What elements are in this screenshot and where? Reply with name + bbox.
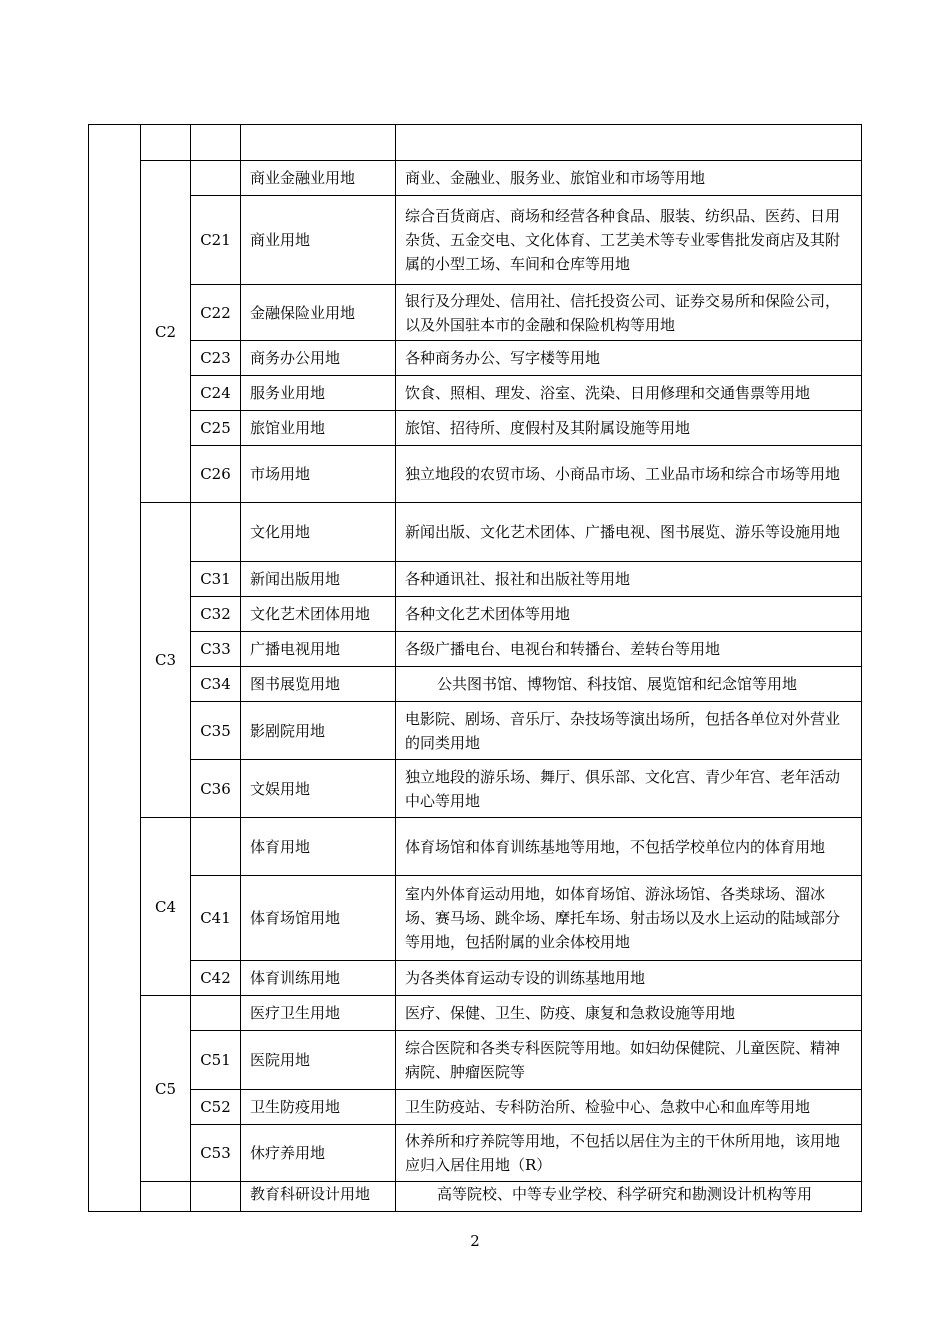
sub-code [191,503,241,562]
mid-code-cell [141,125,191,161]
name-cell [241,125,396,161]
land-name: 体育场馆用地 [241,876,396,961]
sub-code-cell [191,1182,241,1212]
table-row [89,1182,862,1212]
land-desc: 商业、金融业、服务业、旅馆业和市场等用地 [396,161,862,196]
table-row [89,632,862,667]
sub-code: C24 [191,376,241,411]
page-number: 2 [470,1232,480,1250]
land-name: 金融保险业用地 [241,285,396,341]
land-name: 影剧院用地 [241,702,396,760]
table-row [89,876,862,961]
land-desc: 新闻出版、文化艺术团体、广播电视、图书展览、游乐等设施用地 [396,503,862,562]
table-row [89,702,862,760]
sub-code: C23 [191,341,241,376]
sub-code-cell [191,125,241,161]
sub-code: C26 [191,446,241,503]
land-name: 卫生防疫用地 [241,1090,396,1125]
sub-code: C32 [191,597,241,632]
land-desc: 独立地段的农贸市场、小商品市场、工业品市场和综合市场等用地 [396,446,862,503]
land-use-table [88,124,862,1212]
major-category-cell [89,125,141,1212]
table-row [89,341,862,376]
table-row [89,285,862,341]
table-row [89,411,862,446]
sub-code [191,818,241,876]
land-desc: 电影院、剧场、音乐厅、杂技场等演出场所，包括各单位对外营业的同类用地 [396,702,862,760]
land-name: 服务业用地 [241,376,396,411]
land-name: 休疗养用地 [241,1125,396,1182]
category-code-c5: C5 [141,996,191,1182]
land-desc: 独立地段的游乐场、舞厅、俱乐部、文化宫、青少年宫、老年活动中心等用地 [396,760,862,818]
sub-code: C21 [191,196,241,285]
sub-code: C42 [191,961,241,996]
land-name: 商务办公用地 [241,341,396,376]
sub-code: C31 [191,562,241,597]
table-row [89,503,862,562]
land-desc: 综合医院和各类专科医院等用地。如妇幼保健院、儿童医院、精神病院、肿瘤医院等 [396,1031,862,1090]
land-name: 医院用地 [241,1031,396,1090]
category-code-c3: C3 [141,503,191,818]
land-name: 文化用地 [241,503,396,562]
table-row [89,1090,862,1125]
table-row [89,760,862,818]
table-row [89,125,862,161]
land-desc: 体育场馆和体育训练基地等用地，不包括学校单位内的体育用地 [396,818,862,876]
category-code-c2: C2 [141,161,191,503]
land-desc: 综合百货商店、商场和经营各种食品、服装、纺织品、医药、日用杂货、五金交电、文化体育、工艺美术等专业零售批发商店及其附属的小型工场、车间和仓库等用地 [396,196,862,285]
category-code-c4: C4 [141,818,191,996]
land-name: 商业用地 [241,196,396,285]
land-desc: 高等院校、中等专业学校、科学研究和勘测设计机构等用 [396,1182,862,1212]
land-name: 新闻出版用地 [241,562,396,597]
desc-cell [396,125,862,161]
land-desc: 各种商务办公、写字楼等用地 [396,341,862,376]
land-name: 市场用地 [241,446,396,503]
sub-code: C22 [191,285,241,341]
table-row [89,597,862,632]
table-row [89,562,862,597]
sub-code: C34 [191,667,241,702]
land-name: 文娱用地 [241,760,396,818]
mid-code-cell [141,1182,191,1212]
land-desc: 为各类体育运动专设的训练基地用地 [396,961,862,996]
sub-code [191,161,241,196]
sub-code: C33 [191,632,241,667]
land-desc: 公共图书馆、博物馆、科技馆、展览馆和纪念馆等用地 [396,667,862,702]
land-desc: 休养所和疗养院等用地，不包括以居住为主的干休所用地，该用地应归入居住用地（R） [396,1125,862,1182]
table-row [89,446,862,503]
sub-code: C36 [191,760,241,818]
table-row [89,196,862,285]
land-name: 商业金融业用地 [241,161,396,196]
land-desc: 银行及分理处、信用社、信托投资公司、证券交易所和保险公司，以及外国驻本市的金融和保险机构等用地 [396,285,862,341]
table-row [89,961,862,996]
land-desc: 旅馆、招待所、度假村及其附属设施等用地 [396,411,862,446]
land-desc: 医疗、保健、卫生、防疫、康复和急救设施等用地 [396,996,862,1031]
land-desc: 饮食、照相、理发、浴室、洗染、日用修理和交通售票等用地 [396,376,862,411]
table-row [89,667,862,702]
table-row [89,1031,862,1090]
sub-code: C41 [191,876,241,961]
land-desc: 各级广播电台、电视台和转播台、差转台等用地 [396,632,862,667]
sub-code: C52 [191,1090,241,1125]
sub-code: C25 [191,411,241,446]
land-name: 图书展览用地 [241,667,396,702]
land-desc: 各种文化艺术团体等用地 [396,597,862,632]
sub-code: C35 [191,702,241,760]
land-desc: 卫生防疫站、专科防治所、检验中心、急救中心和血库等用地 [396,1090,862,1125]
land-desc: 室内外体育运动用地，如体育场馆、游泳场馆、各类球场、溜冰场、赛马场、跳伞场、摩托车场、射击场以及水上运动的陆域部分等用地，包括附属的业余体校用地 [396,876,862,961]
sub-code [191,996,241,1031]
land-name: 体育训练用地 [241,961,396,996]
land-name: 教育科研设计用地 [241,1182,396,1212]
sub-code: C51 [191,1031,241,1090]
table-row [89,1125,862,1182]
land-name: 广播电视用地 [241,632,396,667]
land-name: 医疗卫生用地 [241,996,396,1031]
sub-code: C53 [191,1125,241,1182]
table-row [89,996,862,1031]
table-row [89,818,862,876]
land-name: 文化艺术团体用地 [241,597,396,632]
land-name: 体育用地 [241,818,396,876]
land-desc: 各种通讯社、报社和出版社等用地 [396,562,862,597]
table-row [89,161,862,196]
land-name: 旅馆业用地 [241,411,396,446]
table-row [89,376,862,411]
